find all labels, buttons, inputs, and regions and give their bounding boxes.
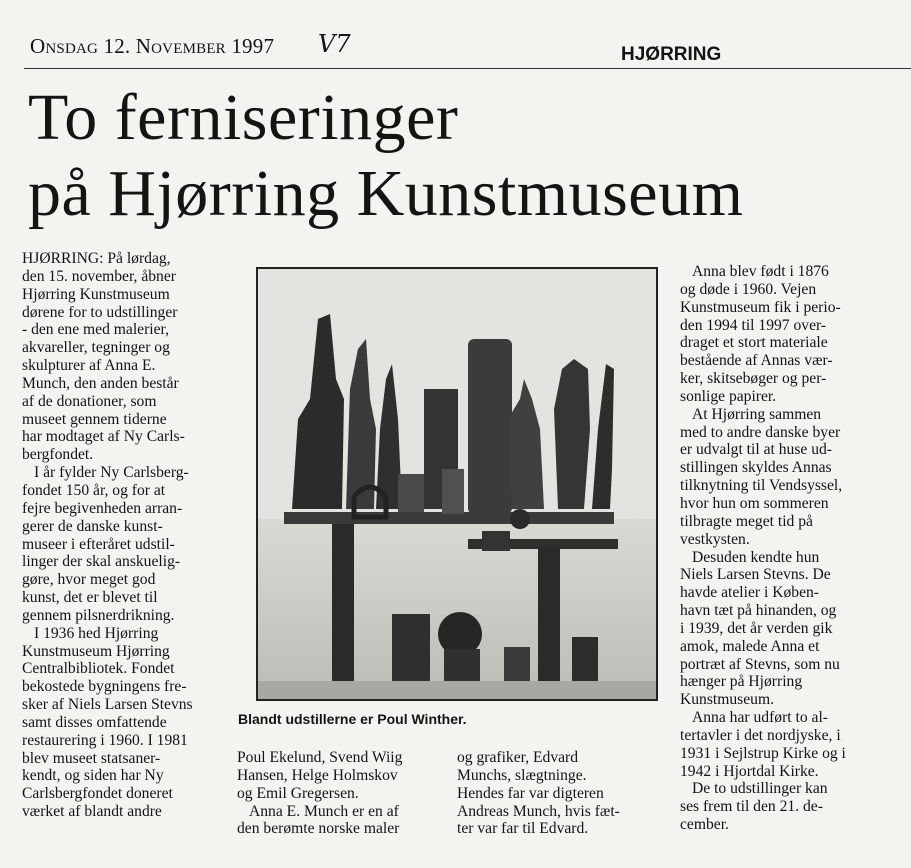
text-line: HJØRRING: På lørdag,	[22, 250, 171, 267]
text-line: værket af blandt andre	[22, 803, 162, 821]
article-column-4	[680, 263, 895, 834]
text-line: med to andre danske byer	[680, 423, 841, 441]
text-line: gøre, hvor meget god	[22, 571, 156, 589]
text-line: 1931 i Sejlstrup Kirke og i	[680, 744, 846, 762]
text-line: gennem pilsnerdrikning.	[22, 606, 175, 624]
text-line: Poul Ekelund, Svend Wiig	[237, 749, 403, 766]
text-line: restaurering i 1960. I 1981	[22, 731, 188, 749]
text-line: den 1994 til 1997 over-	[680, 316, 827, 334]
text-line: I 1936 hed Hjørring	[34, 624, 159, 642]
text-line: fejre begivenheden arran-	[22, 499, 183, 517]
text-line: og grafiker, Edvard	[457, 749, 579, 766]
text-line: tertavler i det nordjyske, i	[680, 726, 841, 744]
text-line: havde atelier i Køben-	[680, 584, 819, 602]
text-line: af de donationer, som	[22, 392, 157, 410]
paragraph	[237, 749, 447, 803]
text-line: blev museet statsaner-	[22, 749, 161, 767]
text-line: sker af Niels Larsen Stevns	[22, 696, 193, 714]
text-line: Munch, den anden består	[22, 374, 179, 392]
text-line: Niels Larsen Stevns. De	[680, 566, 831, 584]
text-line: draget et stort materiale	[680, 334, 828, 352]
text-line: hænger på Hjørring	[680, 673, 803, 691]
text-line: gerer de danske kunst-	[22, 517, 163, 535]
paragraph	[22, 464, 234, 625]
paragraph	[680, 709, 895, 780]
text-line: bergfondet.	[22, 446, 94, 464]
text-line: linger der skal anskuelig-	[22, 553, 181, 571]
text-line: og Emil Gregersen.	[237, 784, 359, 802]
text-line: ses frem til den 21. de-	[680, 798, 823, 816]
article-column-1	[22, 250, 234, 821]
text-line: tilbragte meget tid på	[680, 512, 813, 530]
text-line: Kunstmuseum fik i perio-	[680, 298, 841, 316]
text-line: Hjørring Kunstmuseum	[22, 285, 170, 303]
text-line: ker, skitsebøger og per-	[680, 370, 827, 388]
text-line: er udvalgt til at huse ud-	[680, 441, 833, 459]
article-photo	[256, 267, 658, 701]
text-line: Kunstmuseum Hjørring	[22, 642, 170, 660]
text-line: bekostede bygningens fre-	[22, 678, 187, 696]
text-line: Hendes far var digteren	[457, 784, 604, 802]
text-line: Andreas Munch, hvis fæt-	[457, 802, 620, 820]
text-line: - den ene med malerier,	[22, 321, 170, 339]
sculpture-photo-image	[258, 269, 656, 699]
text-line: tilknytning til Vendsyssel,	[680, 477, 843, 495]
text-line: museer i efteråret udstil-	[22, 535, 175, 553]
headline	[28, 80, 743, 232]
text-line: ter var far til Edvard.	[457, 820, 589, 838]
text-line: kendt, og siden har Ny	[22, 767, 164, 785]
date-line-text: Onsdag 12. November 1997	[30, 34, 275, 58]
text-line: Desuden kendte hun	[692, 548, 820, 566]
text-line: kunst, det er blevet til	[22, 589, 158, 607]
photo-caption: Blandt udstillerne er Poul Winther.	[238, 711, 467, 727]
text-line: De to udstillinger kan	[692, 780, 828, 798]
text-line: den berømte norske maler	[237, 820, 400, 838]
text-line: Munchs, slægtninge.	[457, 766, 587, 784]
text-line: museet gennem tiderne	[22, 410, 167, 428]
text-line: cember.	[680, 816, 729, 834]
paragraph	[680, 780, 895, 834]
text-line: den 15. november, åbner	[22, 267, 176, 285]
paragraph	[22, 625, 234, 821]
text-line: 1942 i Hjortdal Kirke.	[680, 762, 819, 780]
text-line: samt disses omfattende	[22, 713, 167, 731]
headline-line-2: på Hjørring Kunstmuseum	[28, 157, 744, 230]
text-line: i 1939, det år verden gik	[680, 619, 833, 637]
text-line: Anna E. Munch er en af	[249, 802, 399, 820]
paragraph	[457, 749, 672, 838]
text-line: stillingen skyldes Annas	[680, 459, 832, 477]
text-line: hvor hun om sommeren	[680, 494, 829, 512]
paragraph	[680, 549, 895, 710]
paragraph	[22, 250, 234, 464]
text-line: Centralbibliotek. Fondet	[22, 660, 175, 678]
handwritten-initials: V7	[318, 30, 351, 58]
text-line: bestående af Annas vær-	[680, 352, 833, 370]
text-line: Anna blev født i 1876	[692, 263, 829, 280]
text-line: dørene for to udstillinger	[22, 303, 178, 321]
paragraph	[680, 263, 895, 406]
text-line: portræt af Stevns, som nu	[680, 655, 840, 673]
paragraph	[680, 406, 895, 549]
date-line	[30, 34, 274, 59]
text-line: amok, malede Anna et	[680, 637, 820, 655]
text-line: akvareller, tegninger og	[22, 339, 170, 357]
text-line: sonlige papirer.	[680, 387, 777, 405]
text-line: fondet 150 år, og for at	[22, 481, 166, 499]
header-rule	[24, 68, 911, 69]
text-line: havn tæt på hinanden, og	[680, 602, 837, 620]
text-line: har modtaget af Ny Carls-	[22, 428, 185, 446]
text-line: skulpturer af Anna E.	[22, 357, 156, 375]
article-column-2	[237, 749, 447, 838]
text-line: Anna har udført to al-	[692, 709, 828, 727]
text-line: Kunstmuseum.	[680, 691, 774, 709]
text-line: I år fylder Ny Carlsberg-	[34, 464, 189, 482]
paragraph	[237, 803, 447, 839]
text-line: vestkysten.	[680, 530, 750, 548]
text-line: Hansen, Helge Holmskov	[237, 766, 398, 784]
text-line: At Hjørring sammen	[692, 405, 822, 423]
text-line: og døde i 1960. Vejen	[680, 280, 817, 298]
text-line: Carlsbergfondet doneret	[22, 785, 173, 803]
headline-line-1: To ferniseringer	[28, 81, 459, 154]
article-column-3	[457, 749, 672, 838]
section-label: HJØRRING	[621, 44, 722, 65]
